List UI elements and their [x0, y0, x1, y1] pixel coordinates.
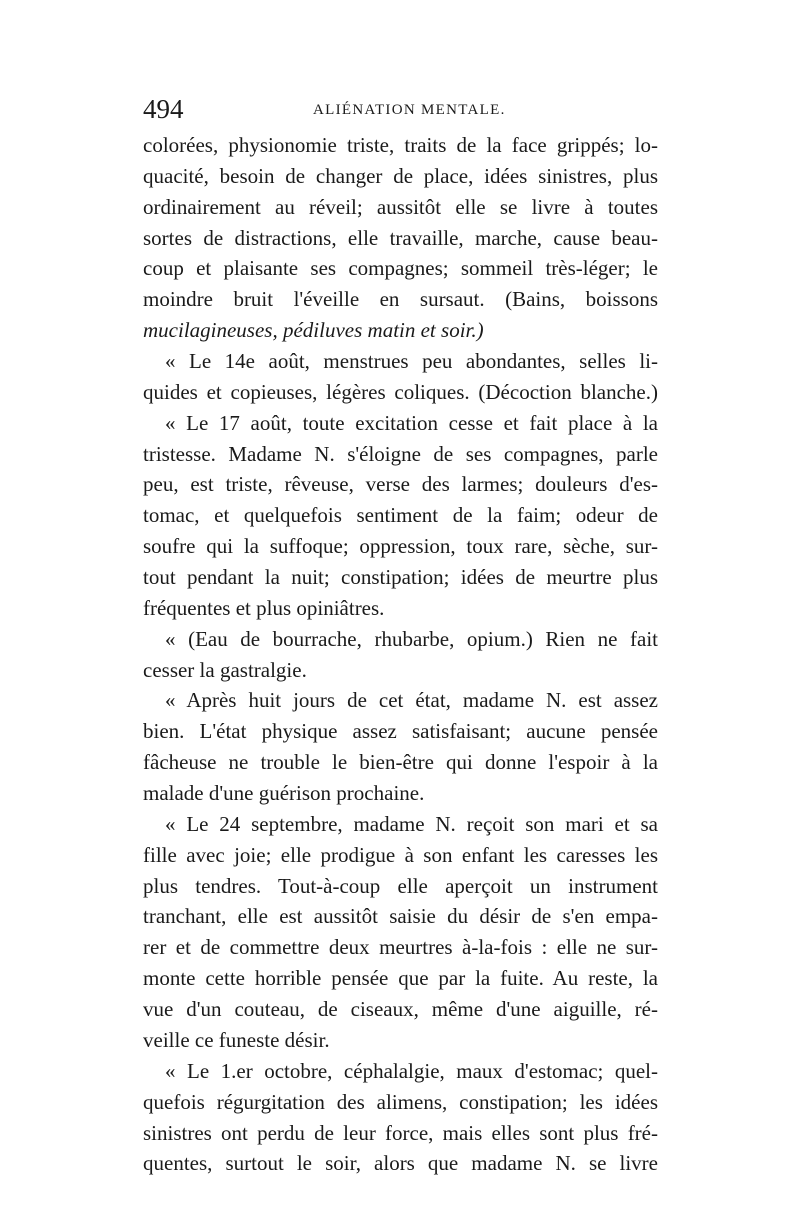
text-line: « Le 14e août, menstrues peu abondantes, selles li- — [165, 349, 658, 374]
text-line: malade d'une guérison prochaine. — [143, 781, 425, 806]
text-line: tranchant, elle est aussitôt saisie du désir de s'en empa- — [143, 904, 658, 929]
text-line: bien. L'état physique assez satisfaisant; aucune pensée — [143, 719, 658, 744]
text-line: peu, est triste, rêveuse, verse des larmes; douleurs d'es- — [143, 472, 658, 497]
text-line: ordinairement au réveil; aussitôt elle se livre à toutes — [143, 194, 658, 219]
running-head: ALIÉNATION MENTALE. — [313, 102, 506, 118]
text-line: fréquentes et plus opiniâtres. — [143, 595, 385, 620]
text-line: mucilagineuses, pédiluves matin et soir.) — [143, 318, 484, 343]
page-number: 494 — [143, 94, 184, 124]
text-line: fille avec joie; elle prodigue à son enfant les caresses les — [143, 842, 658, 867]
text-line: cesser la gastralgie. — [143, 657, 307, 682]
text-line: moindre bruit l'éveille en sursaut. (Bains, boissons — [143, 287, 658, 312]
text-line: sortes de distractions, elle travaille, marche, cause beau- — [143, 225, 658, 250]
text-line: sinistres ont perdu de leur force, mais elles sont plus fré- — [143, 1120, 658, 1145]
text-line: colorées, physionomie triste, traits de la face grippés; lo- — [143, 133, 658, 157]
text-line: quentes, surtout le soir, alors que madame N. se livre — [143, 1151, 658, 1176]
text-line: rer et de commettre deux meurtres à-la-fois : elle ne sur- — [143, 935, 658, 960]
body-text — [143, 130, 658, 1179]
text-line: tristesse. Madame N. s'éloigne de ses compagnes, parle — [143, 441, 658, 466]
text-line: vue d'un couteau, de ciseaux, même d'une aiguille, ré- — [143, 997, 658, 1022]
text-line: coup et plaisante ses compagnes; sommeil très-léger; le — [143, 256, 658, 281]
text-line: tomac, et quelquefois sentiment de la faim; odeur de — [143, 503, 658, 528]
text-line: quefois régurgitation des alimens, constipation; les idées — [143, 1089, 658, 1114]
text-line: soufre qui la suffoque; oppression, toux rare, sèche, sur- — [143, 534, 658, 559]
text-line: « (Eau de bourrache, rhubarbe, opium.) Rien ne fait — [165, 626, 658, 651]
text-line: monte cette horrible pensée que par la fuite. Au reste, la — [143, 966, 658, 991]
text-line: « Le 1.er octobre, céphalalgie, maux d'estomac; quel- — [165, 1058, 658, 1083]
text-line: quacité, besoin de changer de place, idées sinistres, plus — [143, 163, 658, 188]
page-header — [143, 92, 658, 126]
text-line: « Après huit jours de cet état, madame N. est assez — [165, 688, 658, 713]
text-line: plus tendres. Tout-à-coup elle aperçoit un instrument — [143, 873, 658, 898]
text-line: « Le 24 septembre, madame N. reçoit son mari et sa — [165, 811, 658, 836]
text-line: quides et copieuses, légères coliques. (Décoction blanche.) — [143, 379, 658, 404]
text-line: fâcheuse ne trouble le bien-être qui donne l'espoir à la — [143, 750, 658, 775]
text-line: veille ce funeste désir. — [143, 1027, 330, 1052]
text-line: « Le 17 août, toute excitation cesse et fait place à la — [165, 410, 658, 435]
text-line: tout pendant la nuit; constipation; idées de meurtre plus — [143, 565, 658, 590]
